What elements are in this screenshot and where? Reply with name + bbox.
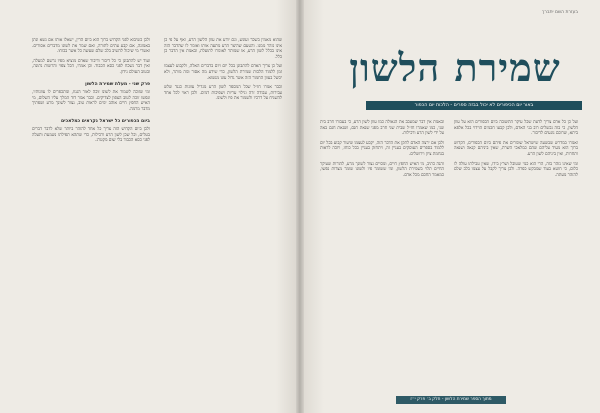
paragraph: ועל כן כל אדם צריך לדעת שכל עיקר התשובה ביום הכפורים הוא על עוון הלשון, כי בזה נכשלים רוב בני האדם, ולכן קבעו חכמים הוידוי בכל אלפא ביתא, שרובם נוגעים לדיבור. [454,120,578,137]
paragraph: ומי שזוכה לשמור את לשונו זוכה לאור הגנוז, ומתכפרים לו עוונותיו, ונפשו זוכה לטוב הצפון לצדיקים. וכבר אמר דוד המלך עליו השלום, מי האיש החפץ חיים אוהב ימים לראות טוב, נצור לשונך מרע ושפתיך מדבר מרמה. [32,90,150,112]
paragraph: שהוא מאמין בשכר ועונש, וגם יודע את עוון הלשון הרע, ואף על פי כן אינו נזהר ממנו. והטעם שהיצר הרע מתעה אותו ואומר לו שהדבר הזה אינו בכלל לשון הרע, או שמותר לאומרו לתועלת, ובאמת אין הדבר כן כלל. [164,38,282,60]
right-page-column-left [320,120,444,390]
running-head: בעזרת השם יתברך [542,10,578,15]
paragraph: והנה כתיב, מי האיש החפץ חיים, ומסיים נצור לשונך מרע, להורות שעיקר החיים תלוי בשמירת הלשון, ומי ששומר פיו ולשונו שומר מצרות נפשו, כמאמר החכם מכל אדם. [320,161,444,178]
left-page-column-right [164,38,282,398]
right-page-column-right [454,120,578,390]
section-heading: פרק שני - מעלת שמירת הלשון [85,81,150,87]
paragraph: ואמרו במדרש שבשעה שישראל שומרים את פיהם ביום הכפורים, הקדוש ברוך הוא מעיד עליהם שהם כמלאכי השרת, שאין ביניהם קנאה ושנאה ותחרות, ואין ביניהם לשון הרע. [454,140,578,157]
left-page-column-left [32,38,150,398]
paragraph: ובאמת אין דבר שמעכב את הגאולה כמו עוון לשון הרע, כי בעבורו חרב בית שני, כמו שאמרו חז״ל שבית שני חרב מפני שנאת חנם, ושנאת חנם באה על ידי לשון הרע ורכילות. [320,120,444,137]
page-gutter [296,0,304,413]
paragraph: ומי שאינו נזהר בזה, הרי הוא כמי שטובל ושרץ בידו, שאין טבילתו עולה לו כלום, כי חוטא בעוד שמבקש כפרה. ולכן צריך לקבל על עצמו בלב שלם להזהר מעתה. [454,161,578,178]
paragraph: ועוד יש להתבונן כי כל דיבור ודיבור שאדם מוציא מפיו נרשם למעלה, ואין דבר נשכח לפני כסא הכבוד. וכן אמרו, הכל צפוי והרשות נתונה, ובטוב העולם נידון. [32,58,150,75]
paragraph: ולכן כשיבוא לפני הקדוש ברוך הוא ביום הדין, ישאלו אותו אם נשא ונתן באמונה, אם קבע עתים לתורה, ואם שמר את לשונו מדברים אסורים. ואשרי מי שיכול להשיב בלב שלם שעשה כל אשר בכוחו. [32,38,150,55]
paragraph: וכבר אמרו חז״ל שכל המספר לשון הרע מגדיל עוונות כנגד שלש עבירות, עבודה זרה וגילוי עריות ושפיכות דמים. ולכן ראוי לכל אחד להשגיח על דרכיו ולשמור את פיו ולשונו. [164,85,282,102]
paragraph: ולכן ביום הקדוש הזה צריך כל אחד להזהר ביותר שלא לדבר דברים בטלים, וכל שכן לשון הרע ורכילות, כדי שתהא תפילתו נשמעת ותעלה לפני כסא הכבוד בלי שום מקטרג. [32,127,150,144]
paragraph: ועל כן צריך האדם להתבונן בכל יום ויום בדברים האלה, ולקבוע לעצמו זמן ללמוד הלכות שמירת הלשון, כדי שידע מה אסור ומה מותר, ולא יכשל בעוון החמור הזה אשר גדול עונו מנשוא. [164,64,282,81]
subtitle-banner: באור יום הכיפורים לא יכול בבזה ספרים - הלכות יום הכפור [366,101,582,110]
paragraph: ולכן אם ירצה האדם לתקן את הדבר הזה, יקבע לעצמו שיעור קבוע בכל יום ללמוד בספרים העוסקים בעניין זה, ויתחזק בעניין בכל כוחו, ויזכה לראות בנחמת ציון וירושלים. [320,140,444,157]
page-title: שמירת הלשון [349,45,561,90]
section-heading: ביום הכפורים כל ישראל נקראים כמלאכים [60,118,150,124]
footer-banner: מתוך הספר שמירת הלשון - חלק ב׳ פרק י״ז [396,396,506,404]
